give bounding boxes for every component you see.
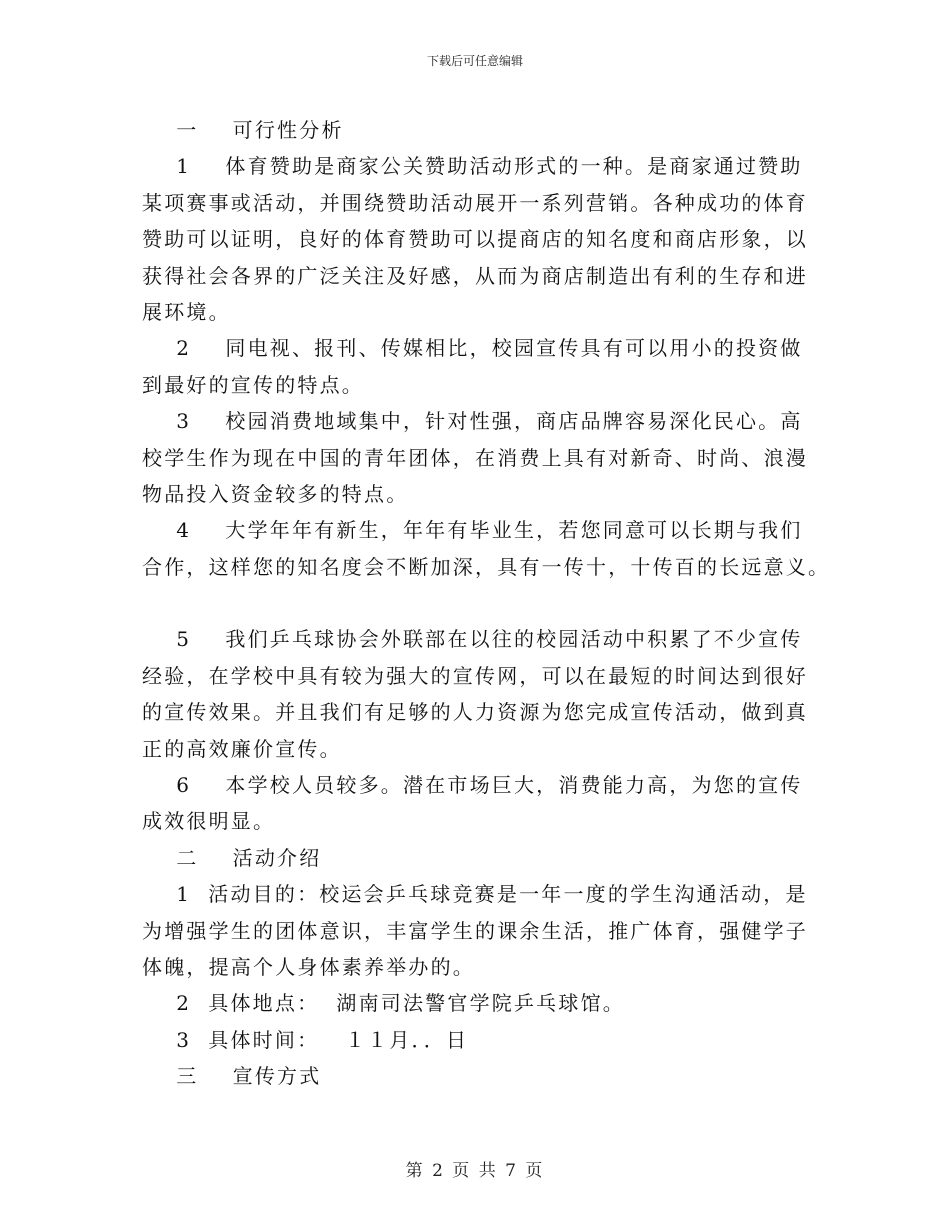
text-line: 合作，这样您的知名度会不断加深，具有一传十，十传百的长远意义。 xyxy=(142,554,831,579)
text-line: 4 大学年年有新生，年年有毕业生，若您同意可以长期与我们 xyxy=(142,518,803,543)
text-line: 成效很明显。 xyxy=(142,809,276,834)
text-line: 2 同电视、报刊、传媒相比，校园宣传具有可以用小的投资做 xyxy=(142,336,803,361)
text-line: 3 具体时间： １１月．．日 xyxy=(142,1027,469,1052)
section-heading: 三 宣传方式 xyxy=(142,1064,322,1089)
text-line: 正的高效廉价宣传。 xyxy=(142,736,342,761)
text-line: 校学生作为现在中国的青年团体，在消费上具有对新奇、时尚、浪漫 xyxy=(142,445,808,470)
text-line: 1 活动目的：校运会乒乓球竞赛是一年一度的学生沟通活动，是 xyxy=(142,882,808,907)
text-line: 为增强学生的团体意识，丰富学生的课余生活，推广体育，强健学子 xyxy=(142,918,808,943)
text-line: 1 体育赞助是商家公关赞助活动形式的一种。是商家通过赞助 xyxy=(142,154,803,179)
document-body xyxy=(142,112,831,1095)
section-heading: 一 可行性分析 xyxy=(142,118,344,142)
text-line: 的宣传效果。并且我们有足够的人力资源为您完成宣传活动，做到真 xyxy=(142,700,808,725)
text-line: 赞助可以证明，良好的体育赞助可以提商店的知名度和商店形象，以 xyxy=(142,227,808,252)
text-line: 3 校园消费地域集中，针对性强，商店品牌容易深化民心。高 xyxy=(142,409,803,434)
text-line: 6 本学校人员较多。潜在市场巨大，消费能力高，为您的宣传 xyxy=(142,773,803,798)
blank-line xyxy=(142,585,812,621)
text-line: 体魄，提高个人身体素养举办的。 xyxy=(142,954,475,979)
page-footer: 第 2 页 共 7 页 xyxy=(405,1161,545,1181)
text-line: 经验，在学校中具有较为强大的宣传网，可以在最短的时间达到很好 xyxy=(142,663,808,688)
text-line: 某项赛事或活动，并围绕赞助活动展开一系列营销。各种成功的体育 xyxy=(142,190,808,215)
text-line: 物品投入资金较多的特点。 xyxy=(142,481,409,506)
text-line: 2 具体地点： 湖南司法警官学院乒乓球馆。 xyxy=(142,991,625,1016)
text-line: 到最好的宣传的特点。 xyxy=(142,372,364,397)
text-line: 获得社会各界的广泛关注及好感，从而为商店制造出有利的生存和进 xyxy=(142,263,808,288)
section-heading: 二 活动介绍 xyxy=(142,845,322,870)
text-line: 5 我们乒乓球协会外联部在以往的校园活动中积累了不少宣传 xyxy=(142,627,803,652)
page-header: 下载后可任意编辑 xyxy=(426,54,523,68)
text-line: 展环境。 xyxy=(142,299,231,324)
